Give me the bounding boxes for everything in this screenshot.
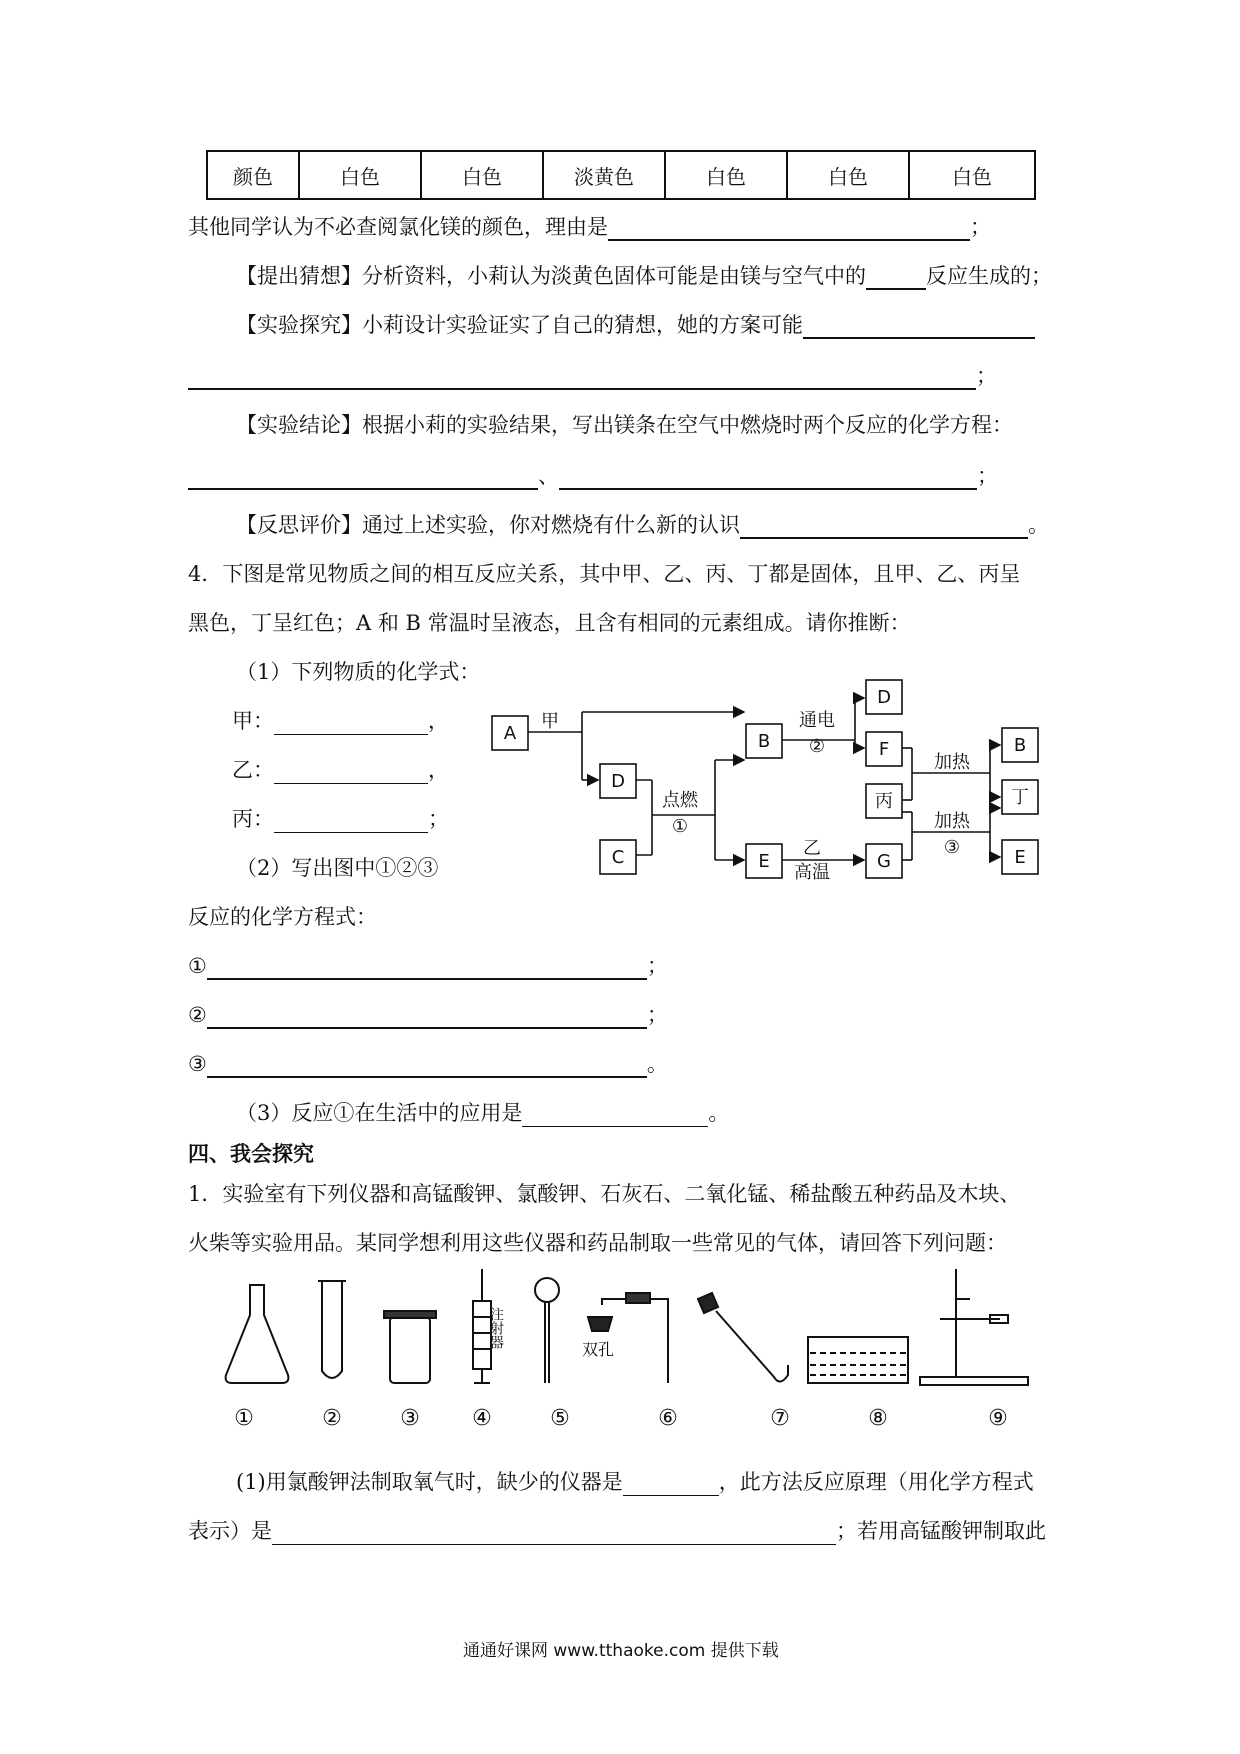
- question-4-line-2: 黑色，丁呈红色；A 和 B 常温时呈液态，且含有相同的元素组成。请你推断：: [188, 611, 911, 635]
- label-gaowen: 高温: [794, 862, 830, 883]
- reason-line: 其他同学认为不必查阅氯化镁的颜色，理由是 ；: [188, 215, 991, 239]
- label-yi: 乙: [803, 838, 821, 859]
- stopper-label: 双孔: [582, 1340, 615, 1359]
- node-B-product: B: [1013, 735, 1027, 756]
- label-tongdian: 通电: [799, 710, 835, 731]
- answer-blank[interactable]: [274, 810, 428, 833]
- formula-jia: 甲： ，: [232, 709, 449, 733]
- table-cell: 白色: [299, 151, 421, 199]
- node-C: C: [611, 847, 625, 868]
- experiment-line-2: ；: [188, 362, 997, 390]
- node-F: F: [878, 739, 890, 760]
- funnel-icon: [535, 1278, 559, 1383]
- section-heading: 四、我会探究: [188, 1142, 314, 1166]
- subquestion-2: （2）写出图中①②③: [236, 856, 439, 880]
- part-1-line: (1)用氯酸钾法制取氧气时，缺少的仪器是 ，此方法反应原理（用化学方程式: [236, 1470, 1034, 1494]
- label-jiare-1: 加热: [934, 752, 970, 773]
- table-cell: 颜色: [207, 151, 299, 199]
- answer-blank[interactable]: [740, 515, 1028, 539]
- experiment-line: 【实验探究】小莉设计实验证实了自己的猜想，她的方案可能: [236, 311, 1035, 339]
- answer-blank[interactable]: [803, 315, 1035, 339]
- node-B: B: [757, 731, 771, 752]
- answer-blank[interactable]: [272, 1522, 836, 1545]
- node-E-product: E: [1014, 847, 1026, 868]
- apparatus-number: ⑨: [988, 1406, 1008, 1431]
- table-cell: 白色: [787, 151, 909, 199]
- table-cell: 白色: [909, 151, 1035, 199]
- equation-3: ③ 。: [188, 1052, 668, 1076]
- formula-yi: 乙： ，: [232, 758, 449, 782]
- part-1-line-2: 表示）是 ；若用高锰酸钾制取此: [188, 1519, 1046, 1543]
- stopper-tube-icon: [588, 1293, 668, 1383]
- answer-blank[interactable]: [188, 366, 976, 390]
- apparatus-number: ⑧: [868, 1406, 888, 1431]
- answer-blank[interactable]: [207, 1054, 647, 1078]
- label-circle-3: ③: [943, 837, 961, 858]
- apparatus-number: ①: [234, 1406, 254, 1431]
- label-dianran: 点燃: [662, 790, 698, 811]
- hypothesis-line: 【提出猜想】分析资料，小莉认为淡黄色固体可能是由镁与空气中的 反应生成的；: [236, 264, 1052, 288]
- node-A: A: [503, 723, 517, 744]
- subquestion-1: （1）下列物质的化学式：: [236, 660, 481, 684]
- equation-2: ② ；: [188, 1003, 668, 1027]
- apparatus-number: ③: [400, 1406, 420, 1431]
- property-table: [206, 150, 1036, 200]
- node-E: E: [758, 851, 770, 872]
- answer-blank[interactable]: [866, 266, 926, 290]
- table-cell: 白色: [421, 151, 543, 199]
- node-ding: 丁: [1011, 787, 1029, 808]
- apparatus-illustration: [220, 1265, 1060, 1445]
- label-circle-2: ②: [808, 736, 826, 757]
- label-jia: 甲: [541, 711, 559, 732]
- equations-line: 、 ；: [188, 462, 998, 490]
- answer-blank[interactable]: [623, 1473, 719, 1496]
- reflection-line: 【反思评价】通过上述实验，你对燃烧有什么新的认识 。: [236, 513, 1049, 537]
- table-row: [207, 151, 1035, 199]
- delivery-tube-icon: [698, 1293, 788, 1382]
- reaction-diagram: [480, 660, 1060, 890]
- answer-blank[interactable]: [559, 466, 977, 490]
- subquestion-3: （3）反应①在生活中的应用是 。: [236, 1101, 730, 1125]
- node-D: D: [611, 771, 625, 792]
- answer-blank[interactable]: [207, 956, 647, 980]
- apparatus-number: ②: [322, 1406, 342, 1431]
- conclusion-line: 【实验结论】根据小莉的实验结果，写出镁条在空气中燃烧时两个反应的化学方程：: [236, 413, 1013, 437]
- answer-blank[interactable]: [274, 712, 428, 735]
- label-jiare-2: 加热: [934, 811, 970, 832]
- apparatus-number: ⑦: [770, 1406, 790, 1431]
- apparatus-number: ⑥: [658, 1406, 678, 1431]
- apparatus-number: ④: [472, 1406, 492, 1431]
- answer-blank[interactable]: [522, 1104, 708, 1127]
- answer-blank[interactable]: [188, 466, 538, 490]
- node-D-product: D: [877, 687, 891, 708]
- table-cell: 白色: [665, 151, 787, 199]
- iron-stand-icon: [920, 1269, 1028, 1385]
- conical-flask-icon: [226, 1285, 289, 1383]
- gas-jar-icon: [390, 1317, 430, 1383]
- water-trough-icon: [808, 1337, 908, 1383]
- exploration-line-2: 火柴等实验用品。某同学想利用这些仪器和药品制取一些常见的气体，请回答下列问题：: [188, 1231, 1007, 1255]
- test-tube-icon: [322, 1281, 342, 1378]
- node-bing: 丙: [875, 791, 893, 812]
- table-cell: 淡黄色: [543, 151, 665, 199]
- equation-1: ① ；: [188, 954, 668, 978]
- apparatus-number: ⑤: [550, 1406, 570, 1431]
- question-4-line-1: 4．下图是常见物质之间的相互反应关系，其中甲、乙、丙、丁都是固体，且甲、乙、丙呈: [188, 562, 1021, 586]
- exploration-line-1: 1．实验室有下列仪器和高锰酸钾、氯酸钾、石灰石、二氧化锰、稀盐酸五种药品及木块、: [188, 1182, 1021, 1206]
- subquestion-2-cont: 反应的化学方程式：: [188, 905, 377, 929]
- formula-bing: 丙： ；: [232, 807, 449, 831]
- answer-blank[interactable]: [207, 1005, 647, 1029]
- page-footer: 通通好课网 www.tthaoke.com 提供下载: [463, 1641, 779, 1661]
- node-G: G: [877, 851, 891, 872]
- syringe-label: 注射器: [488, 1307, 504, 1349]
- answer-blank[interactable]: [274, 761, 428, 784]
- answer-blank[interactable]: [608, 217, 970, 241]
- label-circle-1: ①: [671, 816, 689, 837]
